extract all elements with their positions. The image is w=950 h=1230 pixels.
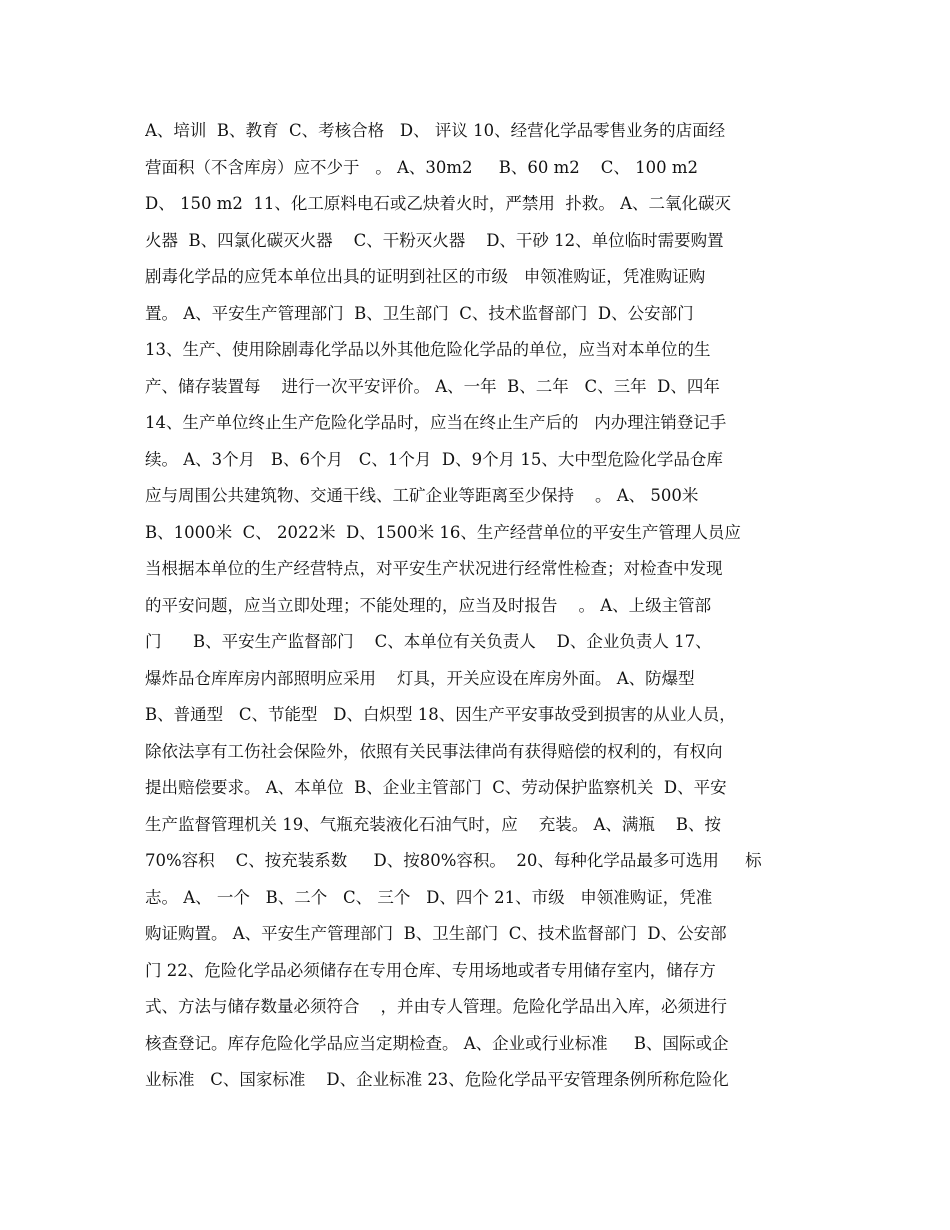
text-line: B、1000米 C、 2022米 D、1500米 16、生产经营单位的平安生产管理人员应 [145,522,741,542]
text-line: 门 22、危险化学品必须储存在专用仓库、专用场地或者专用储存室内，储存方 [145,960,716,980]
body-text [145,113,815,1099]
text-line: 产、储存装置每 进行一次平安评价。 A、一年 B、二年 C、三年 D、四年 [145,376,720,396]
text-line: 生产监督管理机关 19、气瓶充装液化石油气时，应 充装。 A、满瓶 B、按 [145,814,721,834]
text-line: 置。 A、平安生产管理部门 B、卫生部门 C、技术监督部门 D、公安部门 [145,303,694,323]
text-line: 门 B、平安生产监督部门 C、本单位有关负责人 D、企业负责人 17、 [145,632,712,651]
text-line: 提出赔偿要求。 A、本单位 B、企业主管部门 C、劳动保护监察机关 D、平安 [145,778,727,797]
text-line: A、培训 B、教育 C、考核合格 D、 评议 10、经营化学品零售业务的店面经 [145,121,726,140]
text-line: 志。 A、 一个 B、二个 C、 三个 D、四个 21、市级 申领准购证，凭准 [145,887,713,907]
text-line: 除依法享有工伤社会保险外，依照有关民事法律尚有获得赔偿的权利的，有权向 [145,741,723,761]
text-line: 式、方法与储存数量必须符合 ，并由专人管理。危险化学品出入库，必须进行 [145,997,727,1016]
text-line: D、 150 m2 11、化工原料电石或乙炔着火时，严禁用 扑救。 A、二氧化碳灭 [145,194,731,213]
text-line: 火器 B、四氯化碳灭火器 C、干粉灭火器 D、干砂 12、单位临时需要购置 [145,230,724,250]
text-line: 剧毒化学品的应凭本单位出具的证明到社区的市级 申领准购证，凭准购证购 [145,267,706,286]
text-line: 业标准 C、国家标准 D、企业标准 23、危险化学品平安管理条例所称危险化 [145,1070,729,1089]
text-line: 13、生产、使用除剧毒化学品以外其他危险化学品的单位，应当对本单位的生 [145,340,711,359]
text-line: 营面积（不含库房）应不少于 。 A、30m2 B、60 m2 C、 100 m2 [145,157,698,177]
text-line: 的平安问题，应当立即处理；不能处理的，应当及时报告 。 A、上级主管部 [145,595,712,615]
text-line: 70%容积 C、按充装系数 D、按80%容积。 20、每种化学品最多可选用 标 [145,851,762,870]
text-line: B、普通型 C、节能型 D、白炽型 18、因生产平安事故受到损害的从业人员， [145,705,736,724]
text-line: 核查登记。库存危险化学品应当定期检查。 A、企业或行业标准 B、国际或企 [145,1033,729,1053]
text-line: 续。 A、3个月 B、6个月 C、1个月 D、9个月 15、大中型危险化学品仓库 [145,449,723,469]
text-line: 14、生产单位终止生产危险化学品时，应当在终止生产后的 内办理注销登记手 [145,413,727,432]
text-line: 当根据本单位的生产经营特点，对平安生产状况进行经常性检查；对检查中发现 [145,559,723,578]
text-line: 应与周围公共建筑物、交通干线、工矿企业等距离至少保持 。 A、 500米 [145,486,699,505]
text-line: 爆炸品仓库库房内部照明应采用 灯具，开关应设在库房外面。 A、防爆型 [145,668,695,688]
text-line: 购证购置。 A、平安生产管理部门 B、卫生部门 C、技术监督部门 D、公安部 [145,924,727,943]
